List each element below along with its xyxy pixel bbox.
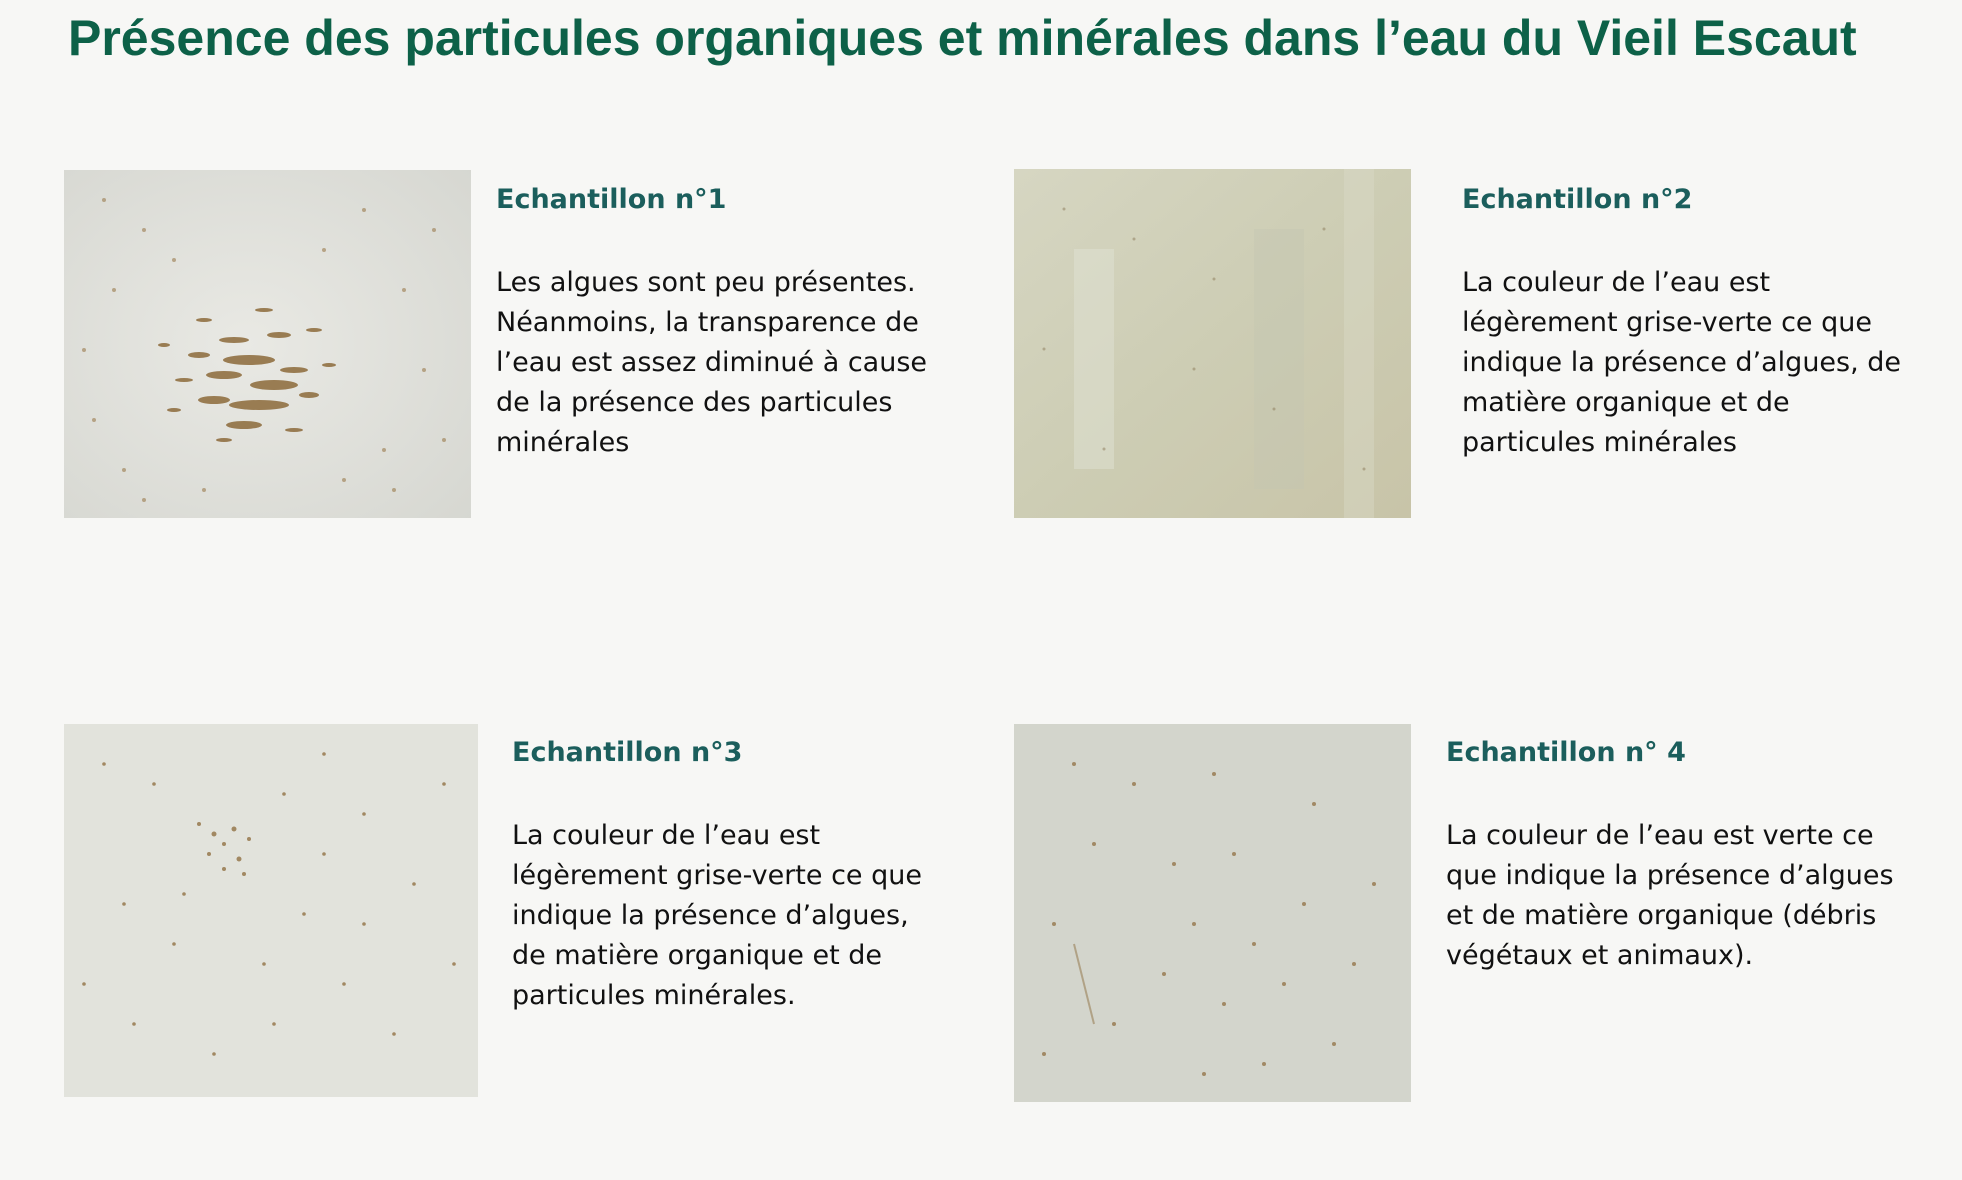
page-title: Présence des particules organiques et minérales dans l’eau du Vieil Escaut [68,10,1857,66]
sample-4-heading: Echantillon n° 4 [1446,737,1686,768]
sample-4-photo [1014,724,1411,1102]
sample-3-text: La couleur de l’eau est légèrement grise-verte ce que indique la présence d’algues, de matière organique et de particules minérales. [512,820,922,1011]
sample-1-text: Les algues sont peu présentes. Néanmoins, la transparence de l’eau est assez diminué à cause de la présence des particules minérales [496,267,927,458]
sample-3-photo [64,724,478,1097]
sample-2-heading: Echantillon n°2 [1462,184,1693,215]
sample-1-heading: Echantillon n°1 [496,184,727,215]
sample-3-heading: Echantillon n°3 [512,737,743,768]
sample-2-text: La couleur de l’eau est légèrement grise-verte ce que indique la présence d’algues, de matière organique et de particules minérales [1462,267,1902,458]
sample-1-photo [64,170,471,518]
sample-4-text: La couleur de l’eau est verte ce que indique la présence d’algues et de matière organique (débris végétaux et animaux). [1446,820,1894,971]
sample-2-photo [1014,169,1411,518]
